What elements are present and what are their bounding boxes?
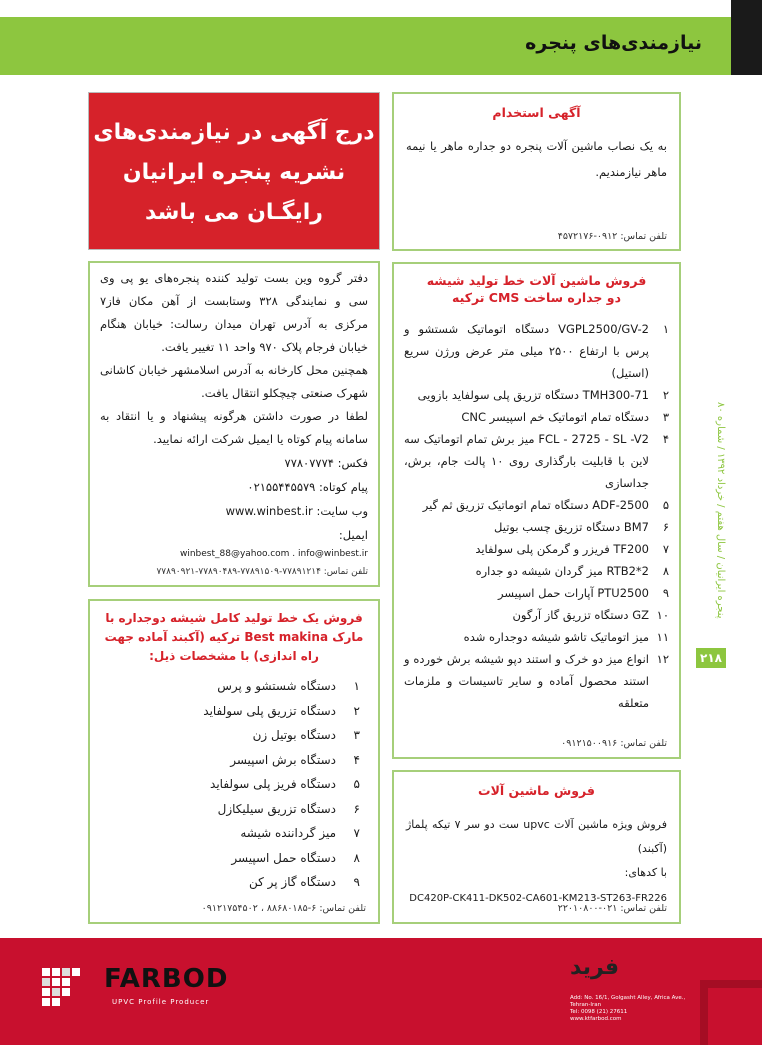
promo-line-2: نشریه پنجره ایرانیان [122,160,346,185]
farbod-contact-block [566,955,686,1020]
sale-title: فروش ماشین آلات [478,783,595,798]
machines-title-2: دو جداره ساخت CMS ترکیه [452,290,621,305]
list-item: ۳ دستگاه تمام اتوماتیک خم اسپیسر CNC [461,410,669,424]
company-email-label: ایمیل: [338,528,368,542]
sale-codes: DC420P-CK411-DK502-CA601-KM213-ST263-FR226 [409,893,667,904]
list-item: ۴ FCL - 2725 - SL -V2 میز برش تمام اتوماتیک سه لاین با قابلیت بارگذاری روی ۱۰ پالت جام، برش، جداسازی [404,432,669,490]
footer-address [570,995,690,1023]
footer-web: www.ktfarbod.com [570,1016,622,1022]
full-line-phone: تلفن تماس: ۶-۸۸۶۸۰۱۸۵ ، ۰۹۱۲۱۷۵۴۵۰۲ [201,903,366,914]
list-item: ۸ دستگاه حمل اسپیسر [231,850,360,865]
list-item: ۱ VGPL2500/GV-2 دستگاه اتوماتیک شستشو و پرس با ارتفاع ۲۵۰۰ میلی متر عرض ورژن سریع (استیل) [404,322,669,380]
list-item: ۷ میز گرداننده شیشه [240,826,360,840]
list-item: ۲ TMH300-71 دستگاه تزریق پلی سولفاید بازویی [417,388,669,402]
top-margin [0,0,731,17]
machines-sale-ad [392,262,681,759]
company-phone: تلفن تماس: ۷۷۸۹۱۲۱۴-۷۷۸۹۱۵۰۹-۷۷۸۹۰۴۸۹-۷۷۸۹۰۹۲۱ [156,567,368,577]
company-paragraph-3: لطفا در صورت داشتن هرگونه پیشنهاد و یا انتقاد به سامانه پیام کوتاه یا ایمیل شرکت ارائه نمایید. [100,409,368,446]
machine-sale-ad [392,770,681,924]
company-emails: winbest_88@yahoo.com . info@winbest.ir [179,549,368,559]
employment-ad [392,92,681,251]
free-ad-promo [88,92,380,250]
company-paragraph-2: همچنین محل کارخانه به آدرس اسلامشهر خیابان کاشانی شهرک صنعتی چیچکلو انتقال یافت. [100,363,368,400]
sale-body: فروش ویژه ماشین آلات upvc ست دو سر ۷ تیکه پلماژ (آکبند) [406,818,667,855]
list-item: ۱۲ انواع میز دو خرک و استند دپو شیشه برش خورده و استند محصول آماده و سایر تاسیسات و ملزمات متعلقه [404,652,669,710]
list-item: ۹ دستگاه گاز پر کن [248,875,360,889]
list-item: ۸ RTB2*2 میز گردان شیشه دو جداره [475,564,669,578]
decorative-corner [700,980,762,1045]
brand-persian-name: فرید [570,955,620,980]
list-item: ۹ PTU2500 آپارات حمل اسپیسر [498,586,669,600]
company-paragraph-1: دفتر گروه وین بست تولید کننده پنجره‌های یو پی وی سی و نمایندگی ۳۲۸ وستابست از آهن مکان فاز۷ مرکزی به آدرس تهران میدان رسالت: خیابان هنگام خیابان فرجام پلاک ۹۷۰ واحد ۱۱ تغییر یافت. [100,271,368,354]
list-item: ۶ دستگاه تزریق سیلیکازل [217,801,360,816]
full-line-title: فروش یک خط تولید کامل شیشه دوجداره با مارک Best makina ترکیه (آکبند آماده جهت راه اندازی) با مشخصات ذیل: [104,611,364,663]
promo-line-3: رایگـان می باشد [145,200,323,225]
company-website: وب سایت: www.winbest.ir [225,504,368,518]
list-item: ۶ BM7 دستگاه تزریق چسب بوتیل [494,520,669,534]
employment-body: به یک نصاب ماشین آلات پنجره دو جداره ماهر یا نیمه ماهر نیازمندیم. [406,139,667,179]
page-number: ۲۱۸ [696,648,726,668]
list-item: ۳ دستگاه بوتیل زن [252,728,360,742]
company-fax: فکس: ۷۷۸۰۷۷۷۴ [284,456,368,470]
promo-line-1: درج آگهی در نیازمندی‌های [93,120,375,145]
section-title: نیازمندی‌های پنجره [525,32,702,54]
footer-address-line: Add: No. 16/1, Golgasht Alley, Africa Ave., Tehran-Iran [570,995,686,1008]
machines-phone: تلفن تماس: ۰۹۱۲۱۵۰۰۹۱۶ [561,738,667,749]
employment-phone: تلفن تماس: ۰۹۱۲-۴۵۷۲۱۷۶ [557,231,667,242]
sale-codes-label: با کدهای: [624,866,667,879]
full-line-list [100,674,368,895]
list-item: ۴ دستگاه برش اسپیسر [230,752,360,767]
list-item: ۱۰ GZ دستگاه تزریق گاز آرگون [512,608,669,622]
list-item: ۵ دستگاه فریز پلی سولفاید [210,777,360,791]
footer-tel: Tel: 0098 (21) 27611 [570,1009,628,1015]
farbod-logo-icon [42,964,100,1008]
farbod-tagline: UPVC Profile Producer [112,998,210,1006]
full-line-sale-ad [88,599,380,924]
farbod-wordmark: FARBOD [104,964,229,994]
list-item: ۱ دستگاه شستشو و پرس [217,679,360,693]
header-corner-block [731,0,762,75]
list-item: ۵ ADF-2500 دستگاه تمام اتوماتیک تزریق ثم گیر [422,498,669,512]
list-item: ۲ دستگاه تزریق پلی سولفاید [203,703,360,718]
machines-title-1: فروش ماشین آلات خط تولید شیشه [426,273,647,288]
farbod-logo [42,964,229,1014]
sale-phone: تلفن تماس: ۰۲۱-۲۲۰۱۰۸۰۰ [557,903,667,914]
company-notice [88,261,380,587]
running-header: پنجره ایرانیان / سال هفتم / خرداد ۱۳۹۲ / شماره ۸۰ [715,401,726,619]
machines-list [404,318,669,714]
employment-title: آگهی استخدام [492,105,581,120]
list-item: ۷ TF200 فریزر و گرمکن پلی سولفاید [475,542,669,556]
list-item: ۱۱ میز اتوماتیک تاشو شیشه دوجداره شده [463,630,669,644]
company-sms: پیام کوتاه: ۰۲۱۵۵۴۴۵۵۷۹ [247,480,368,494]
